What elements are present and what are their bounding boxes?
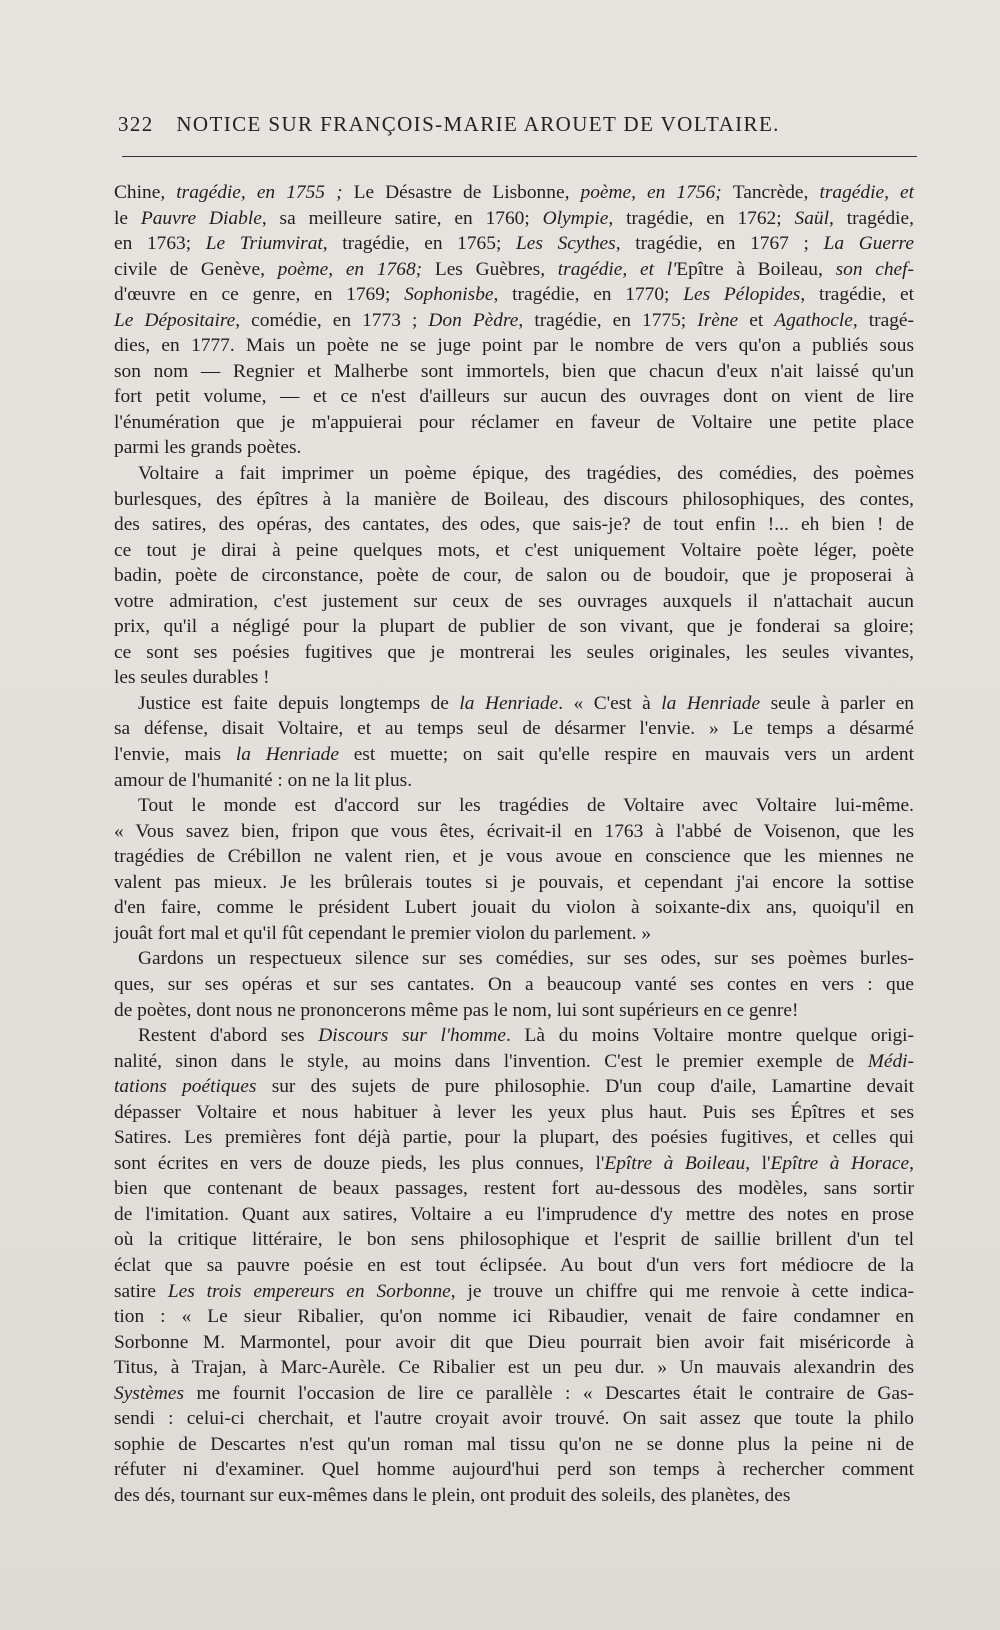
italic-title: , tragédie, et l' <box>540 258 677 280</box>
text-line <box>114 231 914 257</box>
text-run: , tragédie, en 1775; <box>518 309 698 331</box>
text-run: l'envie, mais <box>114 744 236 766</box>
text-line <box>114 1176 914 1202</box>
text-line <box>114 257 914 283</box>
text-run: Justice est faite depuis longtemps de <box>138 692 460 714</box>
text-line <box>114 410 914 436</box>
text-line <box>114 1304 914 1330</box>
text-line <box>114 921 914 947</box>
text-run: , je trouve un chiffre qui me renvoie à cette indica- <box>450 1280 914 1302</box>
text-run: jouât fort mal et qu'il fût cependant le premier violon du parlement. » <box>114 922 652 944</box>
text-line <box>114 665 914 691</box>
italic-title: la Henriade <box>235 744 339 766</box>
text-run: prix, qu'il a négligé pour la plupart de publier de son vivant, que je fonderai sa gloire; <box>114 616 914 638</box>
text-run: , l' <box>745 1152 771 1174</box>
text-run: , comédie, en 1773 ; <box>235 309 429 331</box>
text-run: sur des sujets de pure philosophie. D'un coup d'aile, Lamartine devait <box>256 1076 914 1098</box>
text-run: votre admiration, c'est justement sur ceux de ses ouvrages auxquels il n'attachait aucun <box>114 590 914 612</box>
text-run: d'en faire, comme le président Lubert jouait du violon à soixante-dix ans, quoiqu'il en <box>114 897 914 919</box>
text-line <box>114 742 914 768</box>
text-run: tragédies de Crébillon ne valent rien, et je vous avoue en conscience que les miennes ne <box>114 846 914 868</box>
text-line <box>114 1406 914 1432</box>
text-run: , tragédie, en 1770; <box>493 284 684 306</box>
italic-title: Le Dépositaire <box>114 309 236 331</box>
text-run: dépasser Voltaire et nous habituer à lever les yeux plus haut. Puis ses Épîtres et ses <box>114 1101 914 1123</box>
text-line <box>114 563 914 589</box>
italic-title: , poème, en 1756; <box>564 182 733 203</box>
italic-title: Don Pèdre <box>428 309 519 331</box>
text-line <box>114 538 914 564</box>
text-line <box>114 206 914 232</box>
text-run: l'énumération que je m'appuierai pour réclamer en faveur de Voltaire une petite place <box>114 411 914 433</box>
text-run: me fournit l'occasion de lire ce parallèle : « Descartes était le contraire de Gas- <box>184 1382 914 1404</box>
text-line <box>114 1355 914 1381</box>
text-run: éclat que sa pauvre poésie en est tout éclipsée. Au bout d'un vers fort médiocre de la <box>114 1254 914 1276</box>
text-line <box>114 640 914 666</box>
text-run: où la critique littéraire, le bon sens philosophique et l'esprit de saillie brillent d'un tel <box>114 1229 914 1251</box>
text-run: de l'imitation. Quant aux satires, Voltaire a eu l'imprudence d'y mettre des notes en prose <box>114 1203 914 1225</box>
text-run: valent pas mieux. Je les brûlerais toutes si je pouvais, et cependant j'ai encore la sottise <box>114 871 914 893</box>
text-run: Chine <box>114 182 161 203</box>
text-run: civile de Genève <box>114 258 261 280</box>
text-run: Tout le monde est d'accord sur les tragédies de Voltaire avec Voltaire lui-même. <box>138 795 914 817</box>
text-line <box>114 487 914 513</box>
italic-title: Les Pélopides <box>683 284 801 306</box>
text-line <box>114 282 914 308</box>
text-run: réfuter ni d'examiner. Quel homme aujourd'hui perd son temps à rechercher comment <box>114 1459 914 1481</box>
text-run: Le Désastre de Lisbonne <box>353 182 565 203</box>
text-run: ce sont ses poésies fugitives que je montrerai les seules originales, les seules vivantes, <box>114 641 914 663</box>
text-line <box>114 946 914 972</box>
italic-title: , tragédie, et <box>803 182 914 203</box>
text-line <box>114 691 914 717</box>
text-run: amour de l'humanité : on ne la lit plus. <box>114 769 413 791</box>
text-run: Les Guèbres <box>434 258 541 280</box>
text-run: , tragédie, et <box>800 284 915 306</box>
italic-title: Epître à Horace <box>770 1152 910 1174</box>
text-run: Restent d'abord ses <box>138 1025 319 1047</box>
text-run: , tragédie, en 1767 ; <box>615 233 824 255</box>
text-run: , tragédie, en 1765; <box>322 233 516 255</box>
italic-title: Médi- <box>867 1050 914 1072</box>
text-line <box>114 1432 914 1458</box>
italic-title: , poème, en 1768; <box>260 258 435 280</box>
italic-title: , son chef- <box>818 258 915 280</box>
text-run: . « C'est à <box>558 692 662 714</box>
text-line <box>114 512 914 538</box>
text-run: , <box>909 1152 914 1174</box>
text-run: . Là du moins Voltaire montre quelque origi- <box>506 1025 914 1047</box>
text-line <box>114 1279 914 1305</box>
italic-title: Discours sur l'homme <box>318 1025 507 1047</box>
text-run: les seules durables ! <box>114 667 270 689</box>
italic-title: Les trois empereurs en Sorbonne <box>167 1280 451 1302</box>
text-line <box>114 1074 914 1100</box>
text-run: et <box>738 309 775 331</box>
text-run: des satires, des opéras, des cantates, des odes, que sais-je? de tout enfin !... eh bien ! de <box>114 514 914 536</box>
text-run: , tragé- <box>852 309 914 331</box>
running-header <box>118 112 918 137</box>
text-run: seule à parler en <box>760 692 914 714</box>
page-number: 322 <box>118 112 154 136</box>
text-line <box>114 1151 914 1177</box>
text-run: Tancrède <box>732 182 804 203</box>
text-run: Epître à Boileau <box>676 258 818 280</box>
text-line <box>114 1253 914 1279</box>
text-line <box>114 819 914 845</box>
text-line <box>114 895 914 921</box>
italic-title: la Henriade <box>661 692 761 714</box>
text-run: , tragédie, en 1762; <box>608 207 795 229</box>
text-run: , sa meilleure satire, en 1760; <box>261 207 543 229</box>
text-line <box>114 972 914 998</box>
text-line <box>114 435 914 461</box>
text-run: Gardons un respectueux silence sur ses comédies, sur ses odes, sur ses poèmes burles- <box>138 948 914 970</box>
text-line <box>114 1125 914 1151</box>
italic-title: Les Scythes <box>515 233 616 255</box>
text-run: sendi : celui-ci cherchait, et l'autre croyait avoir trouvé. On sait assez que toute la philo <box>114 1408 914 1430</box>
text-run: « Vous savez bien, fripon que vous êtes, écrivait-il en 1763 à l'abbé de Voisenon, que les <box>114 820 914 842</box>
text-run: des dés, tournant sur eux-mêmes dans le plein, ont produit des soleils, des planètes, des <box>114 1484 791 1506</box>
italic-title: Pauvre Diable <box>140 207 262 229</box>
text-run: sophie de Descartes n'est qu'un roman mal tissu qu'on ne se donne plus la peine ni de <box>114 1433 914 1455</box>
text-line <box>114 1330 914 1356</box>
text-run: Satires. Les premières font déjà partie, pour la plupart, des poésies fugitives, et celles qui <box>114 1127 914 1149</box>
text-run: son nom — Regnier et Malherbe sont immortels, bien que chacun d'eux n'ait laissé qu'un <box>114 360 914 382</box>
text-line <box>114 1381 914 1407</box>
text-line <box>114 384 914 410</box>
text-run: ce tout je dirai à peine quelques mots, et c'est uniquement Voltaire poète léger, poète <box>114 539 914 561</box>
text-line <box>114 1049 914 1075</box>
italic-title: La Guerre <box>823 233 914 255</box>
text-run: satire <box>114 1280 168 1302</box>
text-run: de poètes, dont nous ne prononcerons même pas le nom, lui sont supérieurs en ce genre! <box>114 999 799 1021</box>
italic-title: Irène <box>697 309 739 331</box>
header-rule <box>122 156 917 157</box>
italic-title: , tragédie, en 1755 ; <box>160 182 354 203</box>
text-run: Sorbonne M. Marmontel, pour avoir dit que Dieu pourrait bien avoir fait miséricorde à <box>114 1331 914 1353</box>
italic-title: Epître à Boileau <box>604 1152 746 1174</box>
text-run: dies, en 1777. Mais un poète ne se juge point par le nombre de vers qu'on a publiés sous <box>114 335 914 357</box>
text-line <box>114 793 914 819</box>
italic-title: Le Triumvirat <box>205 233 323 255</box>
text-line <box>114 768 914 794</box>
text-line <box>114 1023 914 1049</box>
text-line <box>114 1227 914 1253</box>
text-line <box>114 589 914 615</box>
text-line <box>114 716 914 742</box>
text-line <box>114 1483 914 1509</box>
text-line <box>114 614 914 640</box>
text-line <box>114 359 914 385</box>
text-run: en 1763; <box>114 233 206 255</box>
text-run: fort petit volume, — et ce n'est d'ailleurs sur aucun des ouvrages dont on vient de lire <box>114 386 914 408</box>
text-run: sa défense, disait Voltaire, et au temps seul de désarmer l'envie. » Le temps a désarmé <box>114 718 914 740</box>
running-title: NOTICE SUR FRANÇOIS-MARIE AROUET DE VOLTAIRE. <box>176 112 780 136</box>
text-run: nalité, sinon dans le style, au moins dans l'invention. C'est le premier exemple de <box>114 1050 868 1072</box>
italic-title: Sophonisbe <box>404 284 494 306</box>
text-line <box>114 1202 914 1228</box>
text-line <box>114 1457 914 1483</box>
text-run: sont écrites en vers de douze pieds, les plus connues, l' <box>114 1152 605 1174</box>
text-line <box>114 180 914 206</box>
text-run: parmi les grands poètes. <box>114 437 302 459</box>
text-run: ques, sur ses opéras et sur ses cantates. On a beaucoup vanté ses contes en vers : que <box>114 973 914 995</box>
text-run: d'œuvre en ce genre, en 1769; <box>114 284 405 306</box>
text-line <box>114 998 914 1024</box>
italic-title: Olympie <box>542 207 609 229</box>
text-line <box>114 870 914 896</box>
text-run: Voltaire a fait imprimer un poème épique, des tragédies, des comédies, des poèmes <box>138 463 914 485</box>
italic-title: tations poétiques <box>114 1076 257 1098</box>
body-text <box>114 180 914 1508</box>
text-line <box>114 308 914 334</box>
text-line <box>114 1100 914 1126</box>
italic-title: Saül <box>794 207 829 229</box>
text-run: , tragédie, <box>828 207 915 229</box>
text-run: le <box>114 207 141 229</box>
text-run: est muette; on sait qu'elle respire en mauvais vers un ardent <box>338 744 914 766</box>
text-run: Titus, à Trajan, à Marc-Aurèle. Ce Ribalier est un peu dur. » Un mauvais alexandrin des <box>114 1357 914 1379</box>
text-run: badin, poète de circonstance, poète de cour, de salon ou de boudoir, que je proposerai à <box>114 565 914 587</box>
italic-title: Systèmes <box>114 1382 184 1404</box>
text-run: tion : « Le sieur Ribalier, qu'on nomme ici Ribaudier, venait de faire condamner en <box>114 1306 914 1328</box>
text-line <box>114 333 914 359</box>
text-line <box>114 844 914 870</box>
text-line <box>114 461 914 487</box>
italic-title: Agathocle <box>774 309 853 331</box>
italic-title: la Henriade <box>459 692 559 714</box>
text-run: burlesques, des épîtres à la manière de Boileau, des discours philosophiques, des contes, <box>114 488 914 510</box>
text-run: bien que contenant de beaux passages, restent fort au-dessous des modèles, sans sortir <box>114 1178 914 1200</box>
